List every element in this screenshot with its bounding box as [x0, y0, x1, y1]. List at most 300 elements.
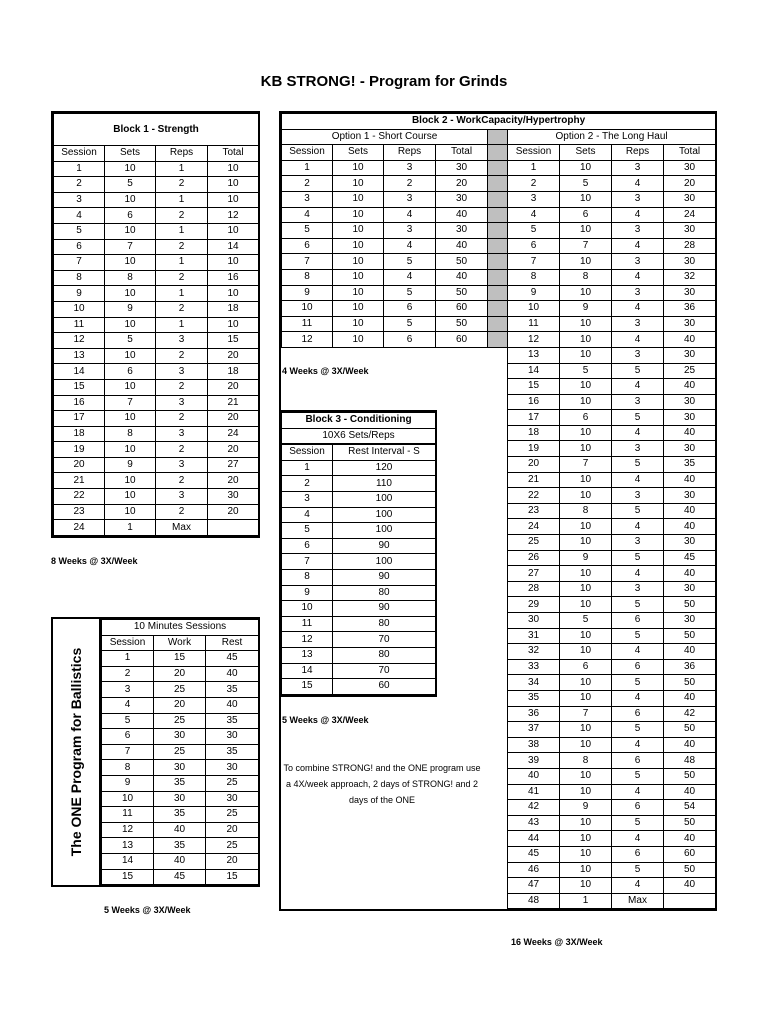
table-row — [54, 395, 259, 411]
table-cell: 80 — [333, 585, 436, 601]
table-cell — [436, 722, 488, 738]
table-cell: 10 — [105, 348, 156, 364]
table-cell: 6 — [282, 538, 333, 554]
table-cell: 100 — [333, 491, 436, 507]
table-cell: 17 — [508, 410, 560, 426]
table-cell: 10 — [560, 254, 612, 270]
page-title: KB STRONG! - Program for Grinds — [260, 73, 508, 90]
table-cell: 46 — [508, 862, 560, 878]
table-cell: 90 — [333, 601, 436, 617]
table-cell: 3 — [612, 254, 664, 270]
table-row — [282, 269, 716, 285]
table-cell: 10 — [560, 831, 612, 847]
header-row — [102, 635, 259, 651]
table-cell — [488, 628, 508, 644]
table-cell: 4 — [612, 425, 664, 441]
table-cell: 40 — [664, 690, 716, 706]
table-cell — [384, 893, 436, 909]
table-row — [102, 869, 259, 885]
table-cell: 30 — [664, 581, 716, 597]
table-cell: 3 — [156, 364, 208, 380]
table-cell: 10 — [208, 317, 259, 333]
option2-title: Option 2 - The Long Haul — [508, 129, 716, 145]
table-cell: 34 — [508, 675, 560, 691]
table-cell: 50 — [664, 722, 716, 738]
table-row — [282, 254, 716, 270]
table-row — [54, 364, 259, 380]
table-cell — [436, 363, 488, 379]
table-cell: 4 — [612, 269, 664, 285]
table-cell — [436, 488, 488, 504]
separator — [488, 223, 508, 239]
column-header: Rest — [206, 635, 259, 651]
table-cell: 5 — [612, 457, 664, 473]
table-cell: 30 — [664, 347, 716, 363]
table-cell — [384, 394, 436, 410]
block3-table — [279, 410, 437, 697]
table-cell: 35 — [206, 682, 259, 698]
table-row — [282, 160, 716, 176]
table-cell: 8 — [282, 269, 333, 285]
table-row — [282, 538, 436, 554]
table-cell: 40 — [664, 566, 716, 582]
column-header: Total — [208, 146, 259, 162]
table-cell: 18 — [508, 425, 560, 441]
table-cell: 60 — [436, 301, 488, 317]
table-cell: 32 — [508, 644, 560, 660]
table-cell: 5 — [384, 316, 436, 332]
table-cell: 25 — [154, 713, 206, 729]
table-cell: 25 — [154, 744, 206, 760]
table-cell: 41 — [508, 784, 560, 800]
table-cell: 30 — [664, 191, 716, 207]
table-cell: 23 — [508, 503, 560, 519]
table-cell: 12 — [508, 332, 560, 348]
table-row — [54, 489, 259, 505]
column-header: Work — [154, 635, 206, 651]
table-cell: 38 — [508, 737, 560, 753]
table-cell: 9 — [560, 550, 612, 566]
table-cell: 30 — [664, 316, 716, 332]
table-cell — [384, 862, 436, 878]
table-cell: 11 — [508, 316, 560, 332]
table-cell: 10 — [560, 644, 612, 660]
table-cell: 15 — [508, 379, 560, 395]
table-cell: 15 — [282, 679, 333, 695]
table-cell: 18 — [208, 364, 259, 380]
separator — [488, 191, 508, 207]
table-cell: 15 — [54, 379, 105, 395]
table-cell — [282, 815, 333, 831]
table-cell: 40 — [664, 332, 716, 348]
table-cell: 7 — [282, 554, 333, 570]
table-cell: 7 — [102, 744, 154, 760]
table-cell: 110 — [333, 476, 436, 492]
table-cell: 43 — [508, 815, 560, 831]
table-cell: 20 — [206, 822, 259, 838]
table-cell: 8 — [560, 269, 612, 285]
separator — [488, 145, 508, 161]
table-cell: 12 — [282, 632, 333, 648]
table-cell: 13 — [508, 347, 560, 363]
ballistics-side-title: The ONE Program for Ballistics — [51, 617, 101, 887]
table-cell: 8 — [102, 760, 154, 776]
table-cell: 35 — [206, 744, 259, 760]
table-cell: 30 — [664, 410, 716, 426]
table-cell: 4 — [612, 690, 664, 706]
table-cell: 1 — [560, 893, 612, 909]
table-cell: 50 — [664, 768, 716, 784]
table-cell: 2 — [54, 177, 105, 193]
separator — [488, 332, 508, 348]
table-cell: 30 — [664, 613, 716, 629]
table-row — [102, 853, 259, 869]
table-cell: 24 — [54, 520, 105, 536]
table-cell: 15 — [206, 869, 259, 885]
table-cell — [488, 472, 508, 488]
table-cell: 40 — [664, 878, 716, 894]
table-cell: 30 — [664, 254, 716, 270]
table-cell — [488, 644, 508, 660]
table-cell: 40 — [206, 666, 259, 682]
table-cell: 3 — [612, 488, 664, 504]
table-cell — [488, 659, 508, 675]
table-cell: 2 — [102, 666, 154, 682]
table-cell: 10 — [560, 191, 612, 207]
table-cell: 4 — [612, 784, 664, 800]
table-row — [102, 807, 259, 823]
table-cell: 44 — [508, 831, 560, 847]
block3-subtitle: 10X6 Sets/Reps — [282, 428, 436, 444]
table-cell: 10 — [282, 301, 333, 317]
table-cell — [488, 893, 508, 909]
table-cell: 60 — [664, 846, 716, 862]
table-cell: 10 — [208, 177, 259, 193]
table-row — [282, 379, 716, 395]
table-cell — [282, 862, 333, 878]
table-row — [282, 663, 436, 679]
table-row — [282, 491, 436, 507]
table-row — [102, 760, 259, 776]
table-cell: 33 — [508, 659, 560, 675]
table-cell: 70 — [333, 632, 436, 648]
table-row — [54, 333, 259, 349]
column-header: Session — [282, 444, 333, 460]
block3-title: Block 3 - Conditioning — [282, 413, 436, 429]
table-cell: 5 — [612, 675, 664, 691]
table-cell: 5 — [384, 285, 436, 301]
table-cell: 2 — [156, 208, 208, 224]
table-cell: 20 — [208, 442, 259, 458]
table-row — [282, 301, 716, 317]
table-row — [282, 347, 716, 363]
table-cell — [488, 831, 508, 847]
table-cell — [488, 566, 508, 582]
table-cell: 20 — [208, 504, 259, 520]
table-row — [102, 713, 259, 729]
table-cell: 32 — [664, 269, 716, 285]
table-cell: 9 — [282, 585, 333, 601]
column-header: Sets — [560, 145, 612, 161]
table-cell — [282, 347, 333, 363]
table-cell: 25 — [206, 775, 259, 791]
table-cell: 20 — [154, 697, 206, 713]
table-cell — [384, 347, 436, 363]
separator — [488, 285, 508, 301]
block2-option2-note: 16 Weeks @ 3X/Week — [511, 937, 603, 947]
table-cell: 3 — [508, 191, 560, 207]
table-cell: 35 — [664, 457, 716, 473]
table-cell: 10 — [560, 160, 612, 176]
table-cell: 10 — [560, 690, 612, 706]
table-row — [102, 697, 259, 713]
table-cell: 10 — [54, 301, 105, 317]
table-row — [102, 822, 259, 838]
table-cell: 2 — [156, 379, 208, 395]
table-row — [54, 520, 259, 536]
table-cell: 40 — [664, 379, 716, 395]
separator — [488, 316, 508, 332]
table-cell: 3 — [612, 316, 664, 332]
table-cell — [488, 394, 508, 410]
table-cell: 42 — [664, 706, 716, 722]
table-row — [282, 285, 716, 301]
table-cell: 5 — [612, 722, 664, 738]
table-cell: 39 — [508, 753, 560, 769]
table-cell: 5 — [105, 177, 156, 193]
table-cell — [488, 846, 508, 862]
table-cell: 8 — [560, 503, 612, 519]
table-cell: 10 — [560, 332, 612, 348]
table-row — [282, 207, 716, 223]
table-cell: 5 — [54, 223, 105, 239]
table-cell: 10 — [105, 192, 156, 208]
table-cell: 14 — [508, 363, 560, 379]
table-cell — [488, 519, 508, 535]
table-cell: 120 — [333, 460, 436, 476]
table-cell: 10 — [560, 815, 612, 831]
table-cell — [488, 441, 508, 457]
table-cell: 13 — [282, 647, 333, 663]
table-cell: 10 — [560, 675, 612, 691]
table-cell: 6 — [54, 239, 105, 255]
table-cell: 10 — [102, 791, 154, 807]
table-cell: 25 — [154, 682, 206, 698]
table-cell: 2 — [156, 442, 208, 458]
table-cell — [488, 503, 508, 519]
table-cell — [384, 846, 436, 862]
table-cell: 20 — [208, 411, 259, 427]
table-cell: 10 — [105, 442, 156, 458]
table-cell: 3 — [156, 333, 208, 349]
table-cell: 6 — [612, 613, 664, 629]
table-cell — [488, 675, 508, 691]
table-cell — [282, 893, 333, 909]
column-header: Reps — [156, 146, 208, 162]
column-header: Session — [282, 145, 333, 161]
table-cell: 30 — [206, 760, 259, 776]
ballistics-table — [99, 617, 260, 887]
table-cell: 7 — [105, 239, 156, 255]
table-cell: 5 — [612, 862, 664, 878]
table-cell: 25 — [206, 807, 259, 823]
table-cell — [436, 441, 488, 457]
table-cell: 10 — [508, 301, 560, 317]
table-cell — [436, 410, 488, 426]
table-cell: 12 — [102, 822, 154, 838]
table-cell: 35 — [508, 690, 560, 706]
table-cell: 14 — [282, 663, 333, 679]
table-cell: 10 — [560, 519, 612, 535]
table-cell: 3 — [282, 491, 333, 507]
table-row — [54, 442, 259, 458]
table-cell: 10 — [208, 255, 259, 271]
table-cell — [436, 597, 488, 613]
table-cell: 8 — [508, 269, 560, 285]
table-cell — [488, 815, 508, 831]
table-cell: 10 — [560, 628, 612, 644]
table-cell: 3 — [156, 426, 208, 442]
table-row — [282, 737, 716, 753]
table-cell: 48 — [664, 753, 716, 769]
table-row — [54, 161, 259, 177]
table-cell: 4 — [54, 208, 105, 224]
table-cell: 20 — [436, 176, 488, 192]
table-cell: 50 — [664, 815, 716, 831]
table-cell: 100 — [333, 507, 436, 523]
table-cell: 30 — [508, 613, 560, 629]
table-cell: 40 — [436, 238, 488, 254]
table-cell: 1 — [105, 520, 156, 536]
table-cell: 10 — [333, 238, 384, 254]
table-cell: 20 — [664, 176, 716, 192]
table-cell — [384, 831, 436, 847]
table-cell: 3 — [612, 285, 664, 301]
table-cell: 8 — [560, 753, 612, 769]
table-cell: 10 — [333, 223, 384, 239]
table-row — [282, 569, 436, 585]
table-cell: 6 — [612, 800, 664, 816]
table-cell: 100 — [333, 554, 436, 570]
table-cell: 25 — [206, 838, 259, 854]
table-cell: 27 — [208, 457, 259, 473]
table-cell — [384, 706, 436, 722]
table-cell: 20 — [208, 379, 259, 395]
table-cell: 10 — [560, 846, 612, 862]
separator — [488, 301, 508, 317]
separator — [488, 160, 508, 176]
table-cell: 7 — [105, 395, 156, 411]
table-cell: 6 — [612, 659, 664, 675]
table-cell: 8 — [282, 569, 333, 585]
block1-note: 8 Weeks @ 3X/Week — [51, 556, 138, 566]
table-cell: 13 — [54, 348, 105, 364]
table-cell: 10 — [105, 379, 156, 395]
table-cell — [282, 878, 333, 894]
table-cell — [488, 425, 508, 441]
table-cell: 3 — [612, 223, 664, 239]
column-header: Session — [54, 146, 105, 162]
table-cell: 2 — [156, 301, 208, 317]
table-cell — [436, 379, 488, 395]
table-cell: 5 — [560, 363, 612, 379]
table-cell: 5 — [612, 550, 664, 566]
table-cell: 30 — [436, 191, 488, 207]
table-cell: 5 — [612, 815, 664, 831]
table-row — [282, 815, 716, 831]
table-cell: 16 — [208, 270, 259, 286]
table-row — [282, 394, 716, 410]
table-row — [282, 316, 716, 332]
table-cell: 50 — [664, 597, 716, 613]
table-cell: 5 — [612, 363, 664, 379]
table-cell: 40 — [664, 503, 716, 519]
table-cell: 70 — [333, 663, 436, 679]
table-cell: 4 — [612, 379, 664, 395]
table-cell: 22 — [508, 488, 560, 504]
table-row — [102, 651, 259, 667]
table-cell: 10 — [105, 255, 156, 271]
table-cell: 35 — [154, 775, 206, 791]
table-cell: 35 — [154, 807, 206, 823]
table-cell: 9 — [508, 285, 560, 301]
table-cell — [384, 815, 436, 831]
table-cell — [282, 379, 333, 395]
table-row — [54, 301, 259, 317]
table-cell — [488, 768, 508, 784]
table-cell: 10 — [333, 191, 384, 207]
table-cell: 8 — [105, 426, 156, 442]
table-cell: 20 — [208, 473, 259, 489]
table-cell — [384, 737, 436, 753]
table-cell: 3 — [156, 489, 208, 505]
table-row — [54, 208, 259, 224]
table-row — [54, 317, 259, 333]
table-cell — [384, 878, 436, 894]
table-cell: 10 — [208, 223, 259, 239]
table-cell: 26 — [508, 550, 560, 566]
table-row — [102, 838, 259, 854]
table-cell: 18 — [54, 426, 105, 442]
table-cell: 3 — [612, 191, 664, 207]
table-cell: 10 — [333, 254, 384, 270]
table-cell — [208, 520, 259, 536]
table-cell: 40 — [436, 269, 488, 285]
table-row — [102, 775, 259, 791]
table-cell: 6 — [612, 846, 664, 862]
table-cell: 10 — [560, 581, 612, 597]
table-row — [282, 601, 436, 617]
table-cell: 20 — [208, 348, 259, 364]
table-row — [282, 191, 716, 207]
table-cell: 12 — [54, 333, 105, 349]
table-cell — [436, 628, 488, 644]
table-cell — [436, 394, 488, 410]
table-cell: 50 — [436, 254, 488, 270]
table-cell: 10 — [105, 473, 156, 489]
table-cell — [488, 690, 508, 706]
table-cell: 3 — [282, 191, 333, 207]
table-cell: 10 — [560, 535, 612, 551]
table-cell: 4 — [102, 697, 154, 713]
table-cell: 30 — [436, 223, 488, 239]
table-cell: 10 — [105, 504, 156, 520]
table-cell — [664, 893, 716, 909]
table-cell — [436, 347, 488, 363]
table-row — [54, 379, 259, 395]
table-cell: 21 — [54, 473, 105, 489]
separator — [488, 269, 508, 285]
